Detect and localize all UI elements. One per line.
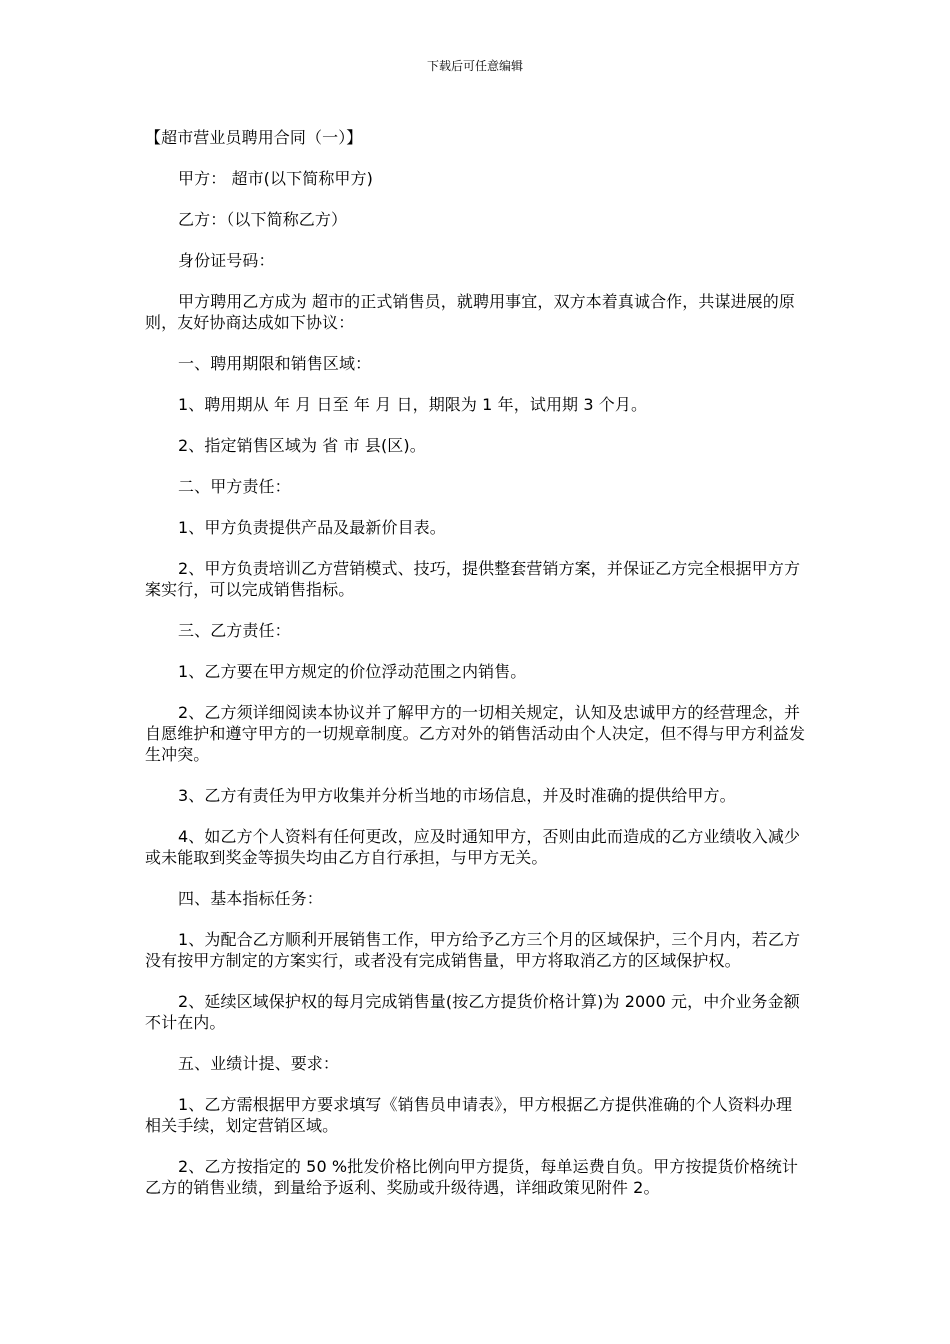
paragraph: 2、乙方按指定的 50 %批发价格比例向甲方提货，每单运费自负。甲方按提货价格统计乙方的销售业绩，到量给予返利、奖励或升级待遇，详细政策见附件 2。 (145, 1157, 799, 1197)
paragraph: 2、乙方须详细阅读本协议并了解甲方的一切相关规定，认知及忠诚甲方的经营理念，并自愿维护和遵守甲方的一切规章制度。乙方对外的销售活动由个人决定，但不得与甲方利益发生冲突。 (145, 703, 806, 764)
paragraph: 1、甲方负责提供产品及最新价目表。 (178, 518, 446, 537)
header-note: 下载后可任意编辑 (426, 59, 523, 73)
section-heading-5: 五、业绩计提、要求： (178, 1054, 340, 1073)
paragraph: 1、为配合乙方顺利开展销售工作，甲方给予乙方三个月的区域保护，三个月内，若乙方没有按甲方制定的方案实行，或者没有完成销售量，甲方将取消乙方的区域保护权。 (145, 930, 801, 970)
paragraph: 2、甲方负责培训乙方营销模式、技巧，提供整套营销方案，并保证乙方完全根据甲方方案实行，可以完成销售指标。 (145, 559, 801, 599)
section-heading-3: 三、乙方责任： (178, 621, 291, 640)
section-heading-4: 四、基本指标任务： (178, 889, 323, 908)
section-heading-2: 二、甲方责任： (178, 477, 291, 496)
paragraph: 2、延续区域保护权的每月完成销售量(按乙方提货价格计算)为 2000 元，中介业务金额不计在内。 (145, 992, 800, 1032)
paragraph-party-b: 乙方：（以下简称乙方） (178, 210, 348, 229)
document-body (145, 127, 807, 1198)
paragraph: 1、乙方需根据甲方要求填写《销售员申请表》，甲方根据乙方提供准确的个人资料办理相关手续，划定营销区域。 (145, 1095, 793, 1135)
paragraph-id-number: 身份证号码： (178, 251, 275, 270)
paragraph: 2、指定销售区域为 省 市 县(区)。 (178, 436, 426, 455)
paragraph: 1、聘用期从 年 月 日至 年 月 日，期限为 1 年，试用期 3 个月。 (178, 395, 648, 414)
paragraph-party-a: 甲方： 超市(以下简称甲方) (178, 169, 373, 188)
document-title: 【超市营业员聘用合同（一）】 (145, 128, 363, 147)
paragraph: 3、乙方有责任为甲方收集并分析当地的市场信息，并及时准确的提供给甲方。 (178, 786, 736, 805)
section-heading-1: 一、聘用期限和销售区域： (178, 354, 372, 373)
paragraph: 4、如乙方个人资料有任何更改，应及时通知甲方，否则由此而造成的乙方业绩收入减少或未能取到奖金等损失均由乙方自行承担，与甲方无关。 (145, 827, 801, 867)
paragraph-intro: 甲方聘用乙方成为 超市的正式销售员，就聘用事宜，双方本着真诚合作，共谋进展的原则，友好协商达成如下协议： (145, 292, 795, 332)
paragraph: 1、乙方要在甲方规定的价位浮动范围之内销售。 (178, 662, 527, 681)
